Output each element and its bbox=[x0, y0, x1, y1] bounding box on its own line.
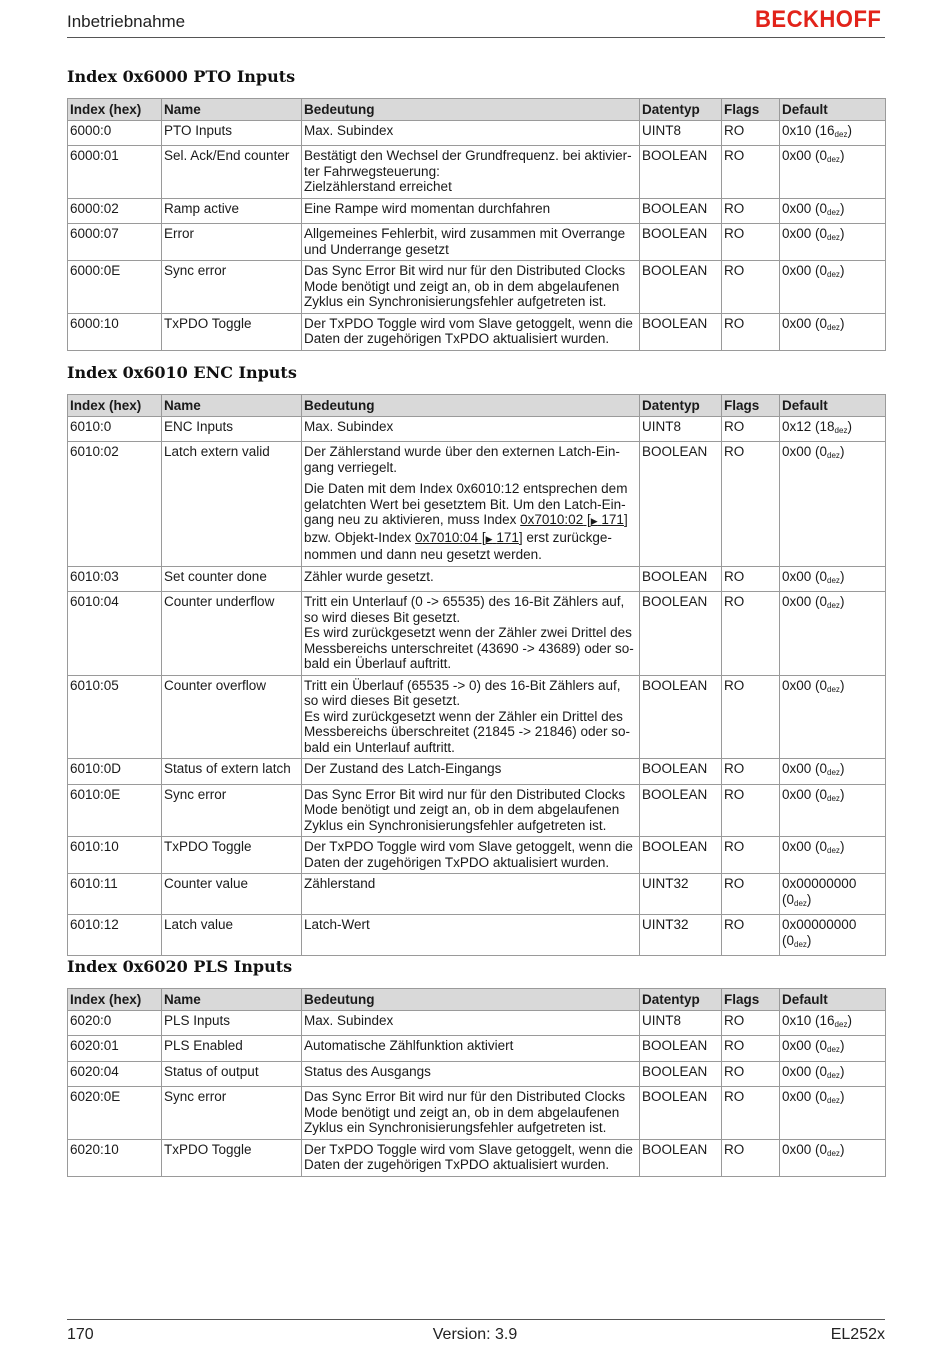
name-cell: Sync error bbox=[162, 1087, 302, 1140]
meaning-text: bzw. Objekt-Index bbox=[304, 529, 412, 545]
default-value: 0x00 (0 bbox=[782, 315, 828, 331]
datatype-cell: BOOLEAN bbox=[640, 146, 722, 199]
index-cell: 6010:12 bbox=[68, 915, 162, 956]
table-row bbox=[68, 198, 886, 224]
table-row bbox=[68, 1087, 886, 1140]
default-base-subscript: dez bbox=[827, 233, 840, 242]
name-cell: TxPDO Toggle bbox=[162, 1139, 302, 1176]
flags-cell: RO bbox=[722, 442, 780, 567]
default-value: 0x00 (0 bbox=[782, 1038, 828, 1053]
meaning-cell bbox=[302, 837, 640, 874]
object-table-pls bbox=[67, 988, 886, 1177]
default-cell bbox=[780, 675, 886, 759]
table-row bbox=[68, 146, 886, 199]
default-base-subscript: dez bbox=[827, 684, 840, 694]
datatype-cell: BOOLEAN bbox=[640, 566, 722, 592]
table-row bbox=[68, 1036, 886, 1062]
flags-cell: RO bbox=[722, 313, 780, 350]
flags-cell: RO bbox=[722, 784, 780, 837]
default-header: Default bbox=[780, 99, 886, 121]
default-close: ) bbox=[839, 1089, 845, 1104]
name-cell: Sel. Ack/End counter bbox=[162, 146, 302, 199]
flags-header: Flags bbox=[722, 395, 780, 417]
name-header: Name bbox=[162, 395, 302, 417]
flags-cell: RO bbox=[722, 915, 780, 956]
object-link[interactable]: 0x7010:04 [▶ 171] bbox=[415, 529, 523, 545]
default-cell bbox=[780, 1087, 886, 1140]
meaning-text: Der TxPDO Toggle wird vom Slave getoggelt, wenn die Daten der zugehörigen TxPDO aktualisiert wurden. bbox=[304, 839, 633, 870]
name-cell: TxPDO Toggle bbox=[162, 313, 302, 350]
section-title-pto: Index 0x6000 PTO Inputs bbox=[67, 67, 296, 86]
object-table-enc bbox=[67, 394, 886, 956]
default-header: Default bbox=[780, 395, 886, 417]
index-cell: 6010:0 bbox=[68, 416, 162, 442]
name-cell: PLS Inputs bbox=[162, 1010, 302, 1036]
default-cell bbox=[780, 784, 886, 837]
datatype-cell: BOOLEAN bbox=[640, 1061, 722, 1087]
default-close: ) bbox=[839, 200, 845, 216]
datatype-header: Datentyp bbox=[640, 99, 722, 121]
link-text: 0x7010:02 bbox=[520, 512, 584, 527]
name-cell: TxPDO Toggle bbox=[162, 837, 302, 874]
meaning-cell bbox=[302, 759, 640, 785]
table-header-row bbox=[68, 99, 886, 121]
default-value: 0x00 (0 bbox=[782, 200, 828, 216]
default-value: 0x00 (0 bbox=[782, 786, 828, 802]
datatype-cell: UINT32 bbox=[640, 874, 722, 915]
default-value: 0x00 (0 bbox=[782, 226, 828, 241]
default-base-subscript: dez bbox=[827, 451, 840, 460]
table-row bbox=[68, 1010, 886, 1036]
table-row bbox=[68, 261, 886, 314]
default-close: ) bbox=[839, 444, 845, 459]
meaning-text: erst zurückge- nommen und dann neu gesetzt werden. bbox=[304, 529, 612, 562]
default-value: 0x00 (0 bbox=[782, 1063, 828, 1079]
default-close: ) bbox=[839, 315, 845, 331]
name-cell: Ramp active bbox=[162, 198, 302, 224]
meaning-cell bbox=[302, 1087, 640, 1140]
section-title-pls: Index 0x6020 PLS Inputs bbox=[67, 957, 293, 976]
meaning-cell bbox=[302, 874, 640, 915]
meaning-header: Bedeutung bbox=[302, 395, 640, 417]
meaning-text: Max. Subindex bbox=[304, 1012, 394, 1028]
default-value: 0x00 (0 bbox=[782, 839, 828, 854]
datatype-cell: BOOLEAN bbox=[640, 784, 722, 837]
meaning-cell bbox=[302, 1139, 640, 1176]
default-cell bbox=[780, 915, 886, 956]
flags-cell: RO bbox=[722, 146, 780, 199]
index-cell: 6000:07 bbox=[68, 224, 162, 261]
index-cell: 6020:0 bbox=[68, 1010, 162, 1036]
default-value: 0x00 (0 bbox=[782, 1089, 828, 1104]
flags-cell: RO bbox=[722, 837, 780, 874]
default-value: 0x00 (0 bbox=[782, 263, 828, 278]
default-close: ) bbox=[839, 786, 845, 802]
meaning-cell bbox=[302, 442, 640, 567]
name-cell: Counter overflow bbox=[162, 675, 302, 759]
default-value: 0x00 (0 bbox=[782, 677, 828, 693]
default-cell bbox=[780, 1139, 886, 1176]
name-cell: Status of extern latch bbox=[162, 759, 302, 785]
name-cell: PLS Enabled bbox=[162, 1036, 302, 1062]
meaning-cell bbox=[302, 784, 640, 837]
meaning-cell bbox=[302, 313, 640, 350]
name-cell: Sync error bbox=[162, 784, 302, 837]
meaning-text: Der Zustand des Latch-Eingangs bbox=[304, 761, 502, 776]
meaning-text: Automatische Zählfunktion aktiviert bbox=[304, 1038, 514, 1053]
default-value: 0x00000000 (0 bbox=[782, 876, 857, 907]
table-header-row bbox=[68, 395, 886, 417]
meaning-header: Bedeutung bbox=[302, 989, 640, 1011]
datatype-cell: BOOLEAN bbox=[640, 261, 722, 314]
name-cell: PTO Inputs bbox=[162, 120, 302, 146]
meaning-cell bbox=[302, 1036, 640, 1062]
table-row bbox=[68, 224, 886, 261]
name-cell: Set counter done bbox=[162, 566, 302, 592]
meaning-text: Bestätigt den Wechsel der Grundfrequenz. bei aktivier- ter Fahrwegsteuerung: Zielzählerstand erreichet bbox=[304, 148, 632, 194]
index-cell: 6010:03 bbox=[68, 566, 162, 592]
default-cell bbox=[780, 759, 886, 785]
default-base-subscript: dez bbox=[827, 207, 840, 217]
default-base-subscript: dez bbox=[827, 155, 840, 164]
flags-header: Flags bbox=[722, 99, 780, 121]
header-divider bbox=[67, 37, 885, 38]
datatype-cell: BOOLEAN bbox=[640, 675, 722, 759]
flags-cell: RO bbox=[722, 759, 780, 785]
arrow-right-icon: ▶ bbox=[485, 533, 493, 544]
flags-cell: RO bbox=[722, 1139, 780, 1176]
meaning-text: Eine Rampe wird momentan durchfahren bbox=[304, 200, 551, 216]
index-cell: 6000:01 bbox=[68, 146, 162, 199]
table-row bbox=[68, 592, 886, 676]
index-cell: 6020:01 bbox=[68, 1036, 162, 1062]
datatype-cell: BOOLEAN bbox=[640, 442, 722, 567]
meaning-cell bbox=[302, 261, 640, 314]
meaning-text-extended bbox=[304, 481, 637, 563]
default-base-subscript: dez bbox=[827, 270, 840, 279]
datatype-header: Datentyp bbox=[640, 989, 722, 1011]
name-cell: Sync error bbox=[162, 261, 302, 314]
default-base-subscript: dez bbox=[827, 575, 840, 585]
meaning-text: Max. Subindex bbox=[304, 418, 394, 434]
name-header: Name bbox=[162, 989, 302, 1011]
table-row bbox=[68, 915, 886, 956]
meaning-cell bbox=[302, 915, 640, 956]
default-base-subscript: dez bbox=[834, 425, 848, 435]
link-text: 0x7010:04 bbox=[415, 529, 479, 545]
table-row bbox=[68, 675, 886, 759]
table-row bbox=[68, 837, 886, 874]
index-cell: 6020:04 bbox=[68, 1061, 162, 1087]
default-close: ) bbox=[839, 148, 845, 163]
default-cell bbox=[780, 1061, 886, 1087]
default-base-subscript: dez bbox=[834, 1019, 848, 1029]
default-cell bbox=[780, 146, 886, 199]
flags-cell: RO bbox=[722, 566, 780, 592]
meaning-cell bbox=[302, 198, 640, 224]
index-cell: 6010:0E bbox=[68, 784, 162, 837]
default-cell bbox=[780, 442, 886, 567]
default-close: ) bbox=[839, 1063, 845, 1079]
index-cell: 6000:02 bbox=[68, 198, 162, 224]
meaning-text: Status des Ausgangs bbox=[304, 1063, 431, 1079]
table-header-row bbox=[68, 989, 886, 1011]
meaning-text: Der TxPDO Toggle wird vom Slave getoggelt, wenn die Daten der zugehörigen TxPDO aktualisiert wurden. bbox=[304, 315, 633, 346]
default-cell bbox=[780, 261, 886, 314]
default-close: ) bbox=[839, 677, 845, 693]
object-link[interactable]: 0x7010:02 [▶ 171] bbox=[520, 512, 628, 527]
meaning-header: Bedeutung bbox=[302, 99, 640, 121]
meaning-cell bbox=[302, 146, 640, 199]
default-base-subscript: dez bbox=[827, 1070, 840, 1080]
default-value: 0x00 (0 bbox=[782, 148, 828, 163]
meaning-text: Das Sync Error Bit wird nur für den Distributed Clocks Mode benötigt und zeigt an, ob in dem abgelaufenen Zyklus ein Synchronisierungsfehler aufgetreten ist. bbox=[304, 786, 626, 833]
meaning-text: Das Sync Error Bit wird nur für den Distributed Clocks Mode benötigt und zeigt an, ob in dem abgelaufenen Zyklus ein Synchronisierungsfehler aufgetreten ist. bbox=[304, 1089, 626, 1135]
default-cell bbox=[780, 313, 886, 350]
table-row bbox=[68, 313, 886, 350]
table-row bbox=[68, 1061, 886, 1087]
object-table-pto bbox=[67, 98, 886, 351]
default-value: 0x00 (0 bbox=[782, 594, 828, 609]
meaning-cell bbox=[302, 592, 640, 676]
default-value: 0x12 (18 bbox=[782, 418, 835, 434]
default-base-subscript: dez bbox=[794, 898, 807, 908]
page-header-title: Inbetriebnahme bbox=[67, 12, 186, 31]
default-close: ) bbox=[839, 568, 845, 584]
datatype-cell: UINT8 bbox=[640, 416, 722, 442]
meaning-cell bbox=[302, 416, 640, 442]
datatype-cell: UINT8 bbox=[640, 120, 722, 146]
default-close: ) bbox=[847, 1012, 852, 1028]
meaning-text: Tritt ein Überlauf (65535 -> 0) des 16-Bit Zählers auf, so wird dieses Bit gesetzt. Es wird zurückgesetzt wenn der Zähler ein Drittel des Messbereichs überschreitet (21845 -> 21846) oder so- bald ein Unterlauf auftritt. bbox=[304, 677, 631, 755]
name-cell: Latch value bbox=[162, 915, 302, 956]
datatype-cell: BOOLEAN bbox=[640, 759, 722, 785]
flags-cell: RO bbox=[722, 675, 780, 759]
page-number: 170 bbox=[67, 1326, 94, 1343]
default-base-subscript: dez bbox=[827, 1045, 840, 1054]
datatype-cell: BOOLEAN bbox=[640, 198, 722, 224]
datatype-cell: BOOLEAN bbox=[640, 313, 722, 350]
datatype-cell: UINT32 bbox=[640, 915, 722, 956]
flags-cell: RO bbox=[722, 224, 780, 261]
default-base-subscript: dez bbox=[827, 1148, 840, 1158]
meaning-cell bbox=[302, 120, 640, 146]
flags-cell: RO bbox=[722, 416, 780, 442]
default-header: Default bbox=[780, 989, 886, 1011]
name-cell: Counter underflow bbox=[162, 592, 302, 676]
default-value: 0x00000000 (0 bbox=[782, 917, 857, 948]
flags-cell: RO bbox=[722, 198, 780, 224]
table-row bbox=[68, 416, 886, 442]
index-cell: 6010:05 bbox=[68, 675, 162, 759]
meaning-text: Der Zählerstand wurde über den externen Latch-Ein- gang verriegelt. bbox=[304, 444, 620, 475]
index-cell: 6000:0E bbox=[68, 261, 162, 314]
name-cell: ENC Inputs bbox=[162, 416, 302, 442]
default-close: ) bbox=[847, 418, 852, 434]
name-cell: Latch extern valid bbox=[162, 442, 302, 567]
page-ref: 171 bbox=[496, 529, 519, 545]
meaning-text: Max. Subindex bbox=[304, 122, 394, 138]
datatype-cell: UINT8 bbox=[640, 1010, 722, 1036]
beckhoff-logo: BECKHOFF bbox=[755, 6, 882, 33]
default-value: 0x00 (0 bbox=[782, 761, 828, 776]
default-value: 0x00 (0 bbox=[782, 444, 828, 459]
default-base-subscript: dez bbox=[827, 768, 840, 777]
default-cell bbox=[780, 1010, 886, 1036]
product-name: EL252x bbox=[830, 1326, 885, 1343]
flags-cell: RO bbox=[722, 1087, 780, 1140]
index-cell: 6010:04 bbox=[68, 592, 162, 676]
default-base-subscript: dez bbox=[827, 793, 840, 803]
default-cell bbox=[780, 1036, 886, 1062]
default-cell bbox=[780, 566, 886, 592]
default-cell bbox=[780, 837, 886, 874]
default-close: ) bbox=[839, 594, 845, 609]
table-row bbox=[68, 442, 886, 567]
meaning-text: Tritt ein Unterlauf (0 -> 65535) des 16-Bit Zählers auf, so wird dieses Bit gesetzt. Es wird zurückgesetzt wenn der Zähler zwei Drittel des Messbereichs unterschreitet (43690 -> 43689) oder so- bald ein Überlauf auftritt. bbox=[304, 594, 634, 671]
default-close: ) bbox=[839, 1141, 845, 1157]
table-row bbox=[68, 874, 886, 915]
default-base-subscript: dez bbox=[794, 939, 807, 949]
flags-cell: RO bbox=[722, 1010, 780, 1036]
flags-header: Flags bbox=[722, 989, 780, 1011]
name-header: Name bbox=[162, 99, 302, 121]
name-cell: Counter value bbox=[162, 874, 302, 915]
default-cell bbox=[780, 198, 886, 224]
index-cell: 6020:10 bbox=[68, 1139, 162, 1176]
meaning-text: Das Sync Error Bit wird nur für den Distributed Clocks Mode benötigt und zeigt an, ob in dem abgelaufenen Zyklus ein Synchronisierungsfehler aufgetreten ist. bbox=[304, 263, 626, 309]
default-base-subscript: dez bbox=[827, 846, 840, 855]
default-close: ) bbox=[806, 891, 812, 907]
datatype-cell: BOOLEAN bbox=[640, 837, 722, 874]
meaning-cell bbox=[302, 1061, 640, 1087]
document-version: Version: 3.9 bbox=[432, 1326, 518, 1343]
datatype-cell: BOOLEAN bbox=[640, 1087, 722, 1140]
default-base-subscript: dez bbox=[834, 129, 848, 139]
datatype-cell: BOOLEAN bbox=[640, 1036, 722, 1062]
default-close: ) bbox=[839, 1038, 845, 1053]
default-base-subscript: dez bbox=[827, 1096, 840, 1105]
name-cell: Error bbox=[162, 224, 302, 261]
default-value: 0x00 (0 bbox=[782, 1141, 828, 1157]
meaning-cell bbox=[302, 224, 640, 261]
flags-cell: RO bbox=[722, 874, 780, 915]
default-value: 0x00 (0 bbox=[782, 568, 828, 584]
default-close: ) bbox=[806, 932, 812, 948]
index-cell: 6000:0 bbox=[68, 120, 162, 146]
index-cell: 6000:10 bbox=[68, 313, 162, 350]
meaning-text: Allgemeines Fehlerbit, wird zusammen mit Overrange und Underrange gesetzt bbox=[304, 226, 626, 257]
flags-cell: RO bbox=[722, 1061, 780, 1087]
default-cell bbox=[780, 120, 886, 146]
default-close: ) bbox=[839, 761, 845, 776]
datatype-header: Datentyp bbox=[640, 395, 722, 417]
meaning-text: Zähler wurde gesetzt. bbox=[304, 568, 434, 584]
index-header: Index (hex) bbox=[68, 395, 162, 417]
default-close: ) bbox=[839, 263, 845, 278]
meaning-text: Der TxPDO Toggle wird vom Slave getoggelt, wenn die Daten der zugehörigen TxPDO aktualisiert wurden. bbox=[304, 1141, 633, 1172]
default-close: ) bbox=[839, 226, 845, 241]
footer-divider bbox=[67, 1319, 885, 1320]
table-row bbox=[68, 784, 886, 837]
default-close: ) bbox=[839, 839, 845, 854]
arrow-right-icon: ▶ bbox=[590, 516, 598, 526]
default-cell bbox=[780, 224, 886, 261]
section-title-enc: Index 0x6010 ENC Inputs bbox=[67, 363, 297, 382]
flags-cell: RO bbox=[722, 592, 780, 676]
datatype-cell: BOOLEAN bbox=[640, 1139, 722, 1176]
flags-cell: RO bbox=[722, 261, 780, 314]
default-cell bbox=[780, 592, 886, 676]
page-ref: 171 bbox=[601, 512, 624, 527]
flags-cell: RO bbox=[722, 120, 780, 146]
table-row bbox=[68, 759, 886, 785]
table-row bbox=[68, 120, 886, 146]
default-base-subscript: dez bbox=[827, 322, 840, 332]
index-cell: 6010:02 bbox=[68, 442, 162, 567]
index-cell: 6010:11 bbox=[68, 874, 162, 915]
default-value: 0x10 (16 bbox=[782, 1012, 835, 1028]
table-row bbox=[68, 1139, 886, 1176]
datatype-cell: BOOLEAN bbox=[640, 224, 722, 261]
meaning-text: Zählerstand bbox=[304, 876, 376, 891]
index-cell: 6020:0E bbox=[68, 1087, 162, 1140]
meaning-cell bbox=[302, 675, 640, 759]
index-header: Index (hex) bbox=[68, 99, 162, 121]
meaning-cell bbox=[302, 1010, 640, 1036]
default-value: 0x10 (16 bbox=[782, 122, 835, 138]
index-cell: 6010:0D bbox=[68, 759, 162, 785]
meaning-cell bbox=[302, 566, 640, 592]
default-cell bbox=[780, 416, 886, 442]
index-header: Index (hex) bbox=[68, 989, 162, 1011]
name-cell: Status of output bbox=[162, 1061, 302, 1087]
datatype-cell: BOOLEAN bbox=[640, 592, 722, 676]
default-cell bbox=[780, 874, 886, 915]
index-cell: 6010:10 bbox=[68, 837, 162, 874]
flags-cell: RO bbox=[722, 1036, 780, 1062]
meaning-text: Latch-Wert bbox=[304, 917, 370, 932]
meaning-text: Die Daten mit dem Index 0x6010:12 entsprechen dem gelatchten Wert bei gesetztem Bit. Um den Latch-Ein- gang neu zu aktivieren, muss Index bbox=[304, 481, 628, 527]
default-close: ) bbox=[847, 122, 852, 138]
default-base-subscript: dez bbox=[827, 601, 840, 610]
table-row bbox=[68, 566, 886, 592]
